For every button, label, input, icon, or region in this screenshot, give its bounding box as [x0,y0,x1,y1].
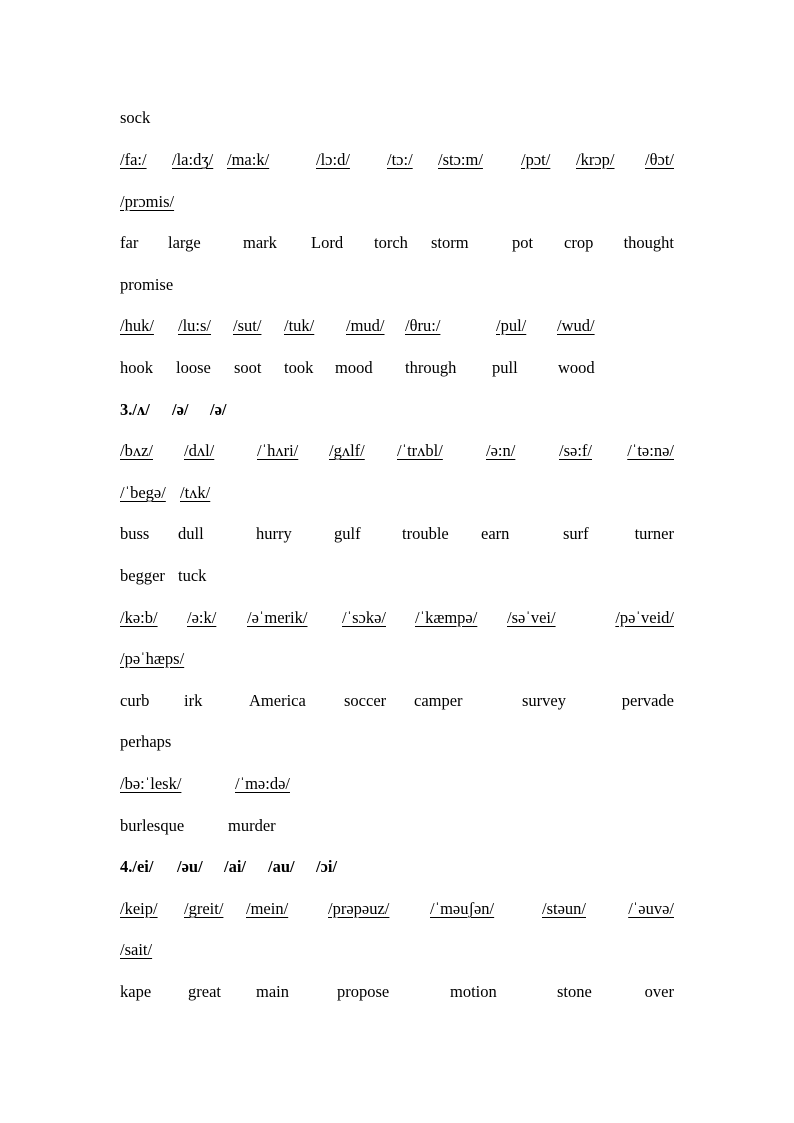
word: propose [337,982,390,1001]
heading-symbol: /ai/ [224,857,247,876]
word: large [168,233,201,252]
phonetic-transcription: /pəˈhæps/ [120,649,185,668]
phonetic-transcription: /pɔt/ [521,150,551,169]
phonetic-transcription: /tɔ:/ [387,150,413,169]
phonetic-transcription: /ˈtə:nə/ [627,441,674,460]
word: wood [558,358,595,377]
word: survey [522,691,566,710]
word: mood [335,358,373,377]
word-line [120,106,674,130]
phonetic-transcription: /keip/ [120,899,158,918]
word: irk [184,691,203,710]
phonetic-transcription: /θɔt/ [645,150,674,169]
word: far [120,233,139,252]
heading-symbol: /ə/ [210,400,227,419]
phonetic-transcription: /wud/ [557,316,595,335]
word: pervade [621,691,674,710]
phonetic-transcription: /krɔp/ [576,150,615,169]
phonetic-transcription: /θru:/ [405,316,441,335]
phonetic-transcription: /ə:k/ [187,608,217,627]
word: sock [120,108,151,127]
word: promise [120,275,174,294]
word: mark [243,233,277,252]
phonetic-transcription: /ˈəuvə/ [628,899,674,918]
word: pull [492,358,518,377]
phonetic-transcription: /bʌz/ [120,441,153,460]
heading-symbol: /au/ [268,857,295,876]
phonetic-transcription: /ə:n/ [486,441,516,460]
heading-symbol: 4./ei/ [120,857,154,876]
phonetic-line [120,439,674,463]
word: motion [450,982,497,1001]
word: soccer [344,691,387,710]
phonetic-line [120,481,674,505]
phonetic-transcription: /bə:ˈlesk/ [120,774,182,793]
section-heading [120,855,674,879]
phonetic-transcription: /pul/ [496,316,527,335]
phonetic-transcription: /əˈmerik/ [247,608,308,627]
word: took [284,358,314,377]
phonetic-transcription: /lu:s/ [178,316,212,335]
word: pot [512,233,534,252]
phonetic-transcription: /la:dʒ/ [172,150,214,169]
phonetic-transcription: /prɔmis/ [120,192,175,211]
word: dull [178,524,204,543]
phonetic-transcription: /ˈmə:də/ [235,774,290,793]
phonetic-transcription: /stəun/ [542,899,586,918]
word: curb [120,691,150,710]
word: storm [431,233,469,252]
heading-symbol: /əu/ [177,857,203,876]
phonetic-transcription: /sə:f/ [559,441,592,460]
section-heading [120,398,674,422]
word: tuck [178,566,207,585]
word: gulf [334,524,361,543]
phonetic-transcription: /ˈsɔkə/ [342,608,386,627]
phonetic-transcription: /mein/ [246,899,289,918]
word-line [120,564,674,588]
heading-symbol: 3./ʌ/ [120,400,150,419]
word-line [120,730,674,754]
word: torch [374,233,408,252]
word: Lord [311,233,344,252]
word: surf [563,524,589,543]
heading-symbol: /ɔi/ [316,857,338,876]
word: main [256,982,289,1001]
phonetic-line [120,606,674,630]
phonetic-line [120,190,674,214]
word-line [120,273,674,297]
phonetic-transcription: /pəˈveid/ [615,608,674,627]
word: through [405,358,457,377]
phonetic-transcription: /prəpəuz/ [328,899,390,918]
phonetic-transcription: /ˈbegə/ [120,483,166,502]
word: loose [176,358,211,377]
word-line [120,814,674,838]
phonetic-line [120,938,674,962]
phonetic-transcription: /dʌl/ [184,441,215,460]
phonetic-line [120,897,674,921]
word: crop [564,233,594,252]
phonetic-transcription: /tʌk/ [180,483,211,502]
word: stone [557,982,592,1001]
phonetic-transcription: /greit/ [184,899,224,918]
word: buss [120,524,150,543]
heading-symbol: /ə/ [172,400,189,419]
word-line [120,231,674,255]
word: over [644,982,674,1001]
word-line [120,522,674,546]
phonetic-transcription: /stɔ:m/ [438,150,483,169]
word: murder [228,816,276,835]
phonetic-transcription: /kə:b/ [120,608,158,627]
phonetic-line [120,314,674,338]
phonetic-transcription: /ma:k/ [227,150,270,169]
phonetic-transcription: /ˈkæmpə/ [415,608,478,627]
phonetic-transcription: /tuk/ [284,316,315,335]
word: turner [634,524,674,543]
word: perhaps [120,732,172,751]
word-line [120,356,674,380]
word-line [120,689,674,713]
phonetic-transcription: /ˈməuʃən/ [430,899,495,918]
phonetic-line [120,772,674,796]
word: America [249,691,306,710]
phonetic-transcription: /mud/ [346,316,385,335]
word: great [188,982,221,1001]
phonetic-line [120,647,674,671]
phonetic-transcription: /səˈvei/ [507,608,556,627]
phonetic-transcription: /fa:/ [120,150,147,169]
phonetic-transcription: /sut/ [233,316,262,335]
word: begger [120,566,165,585]
phonetic-line [120,148,674,172]
word: earn [481,524,510,543]
word-line [120,980,674,1004]
word: burlesque [120,816,185,835]
phonetic-transcription: /sait/ [120,940,153,959]
word: camper [414,691,463,710]
word: kape [120,982,152,1001]
phonetic-transcription: /ˈhʌri/ [257,441,299,460]
phonetic-transcription: /huk/ [120,316,154,335]
word: trouble [402,524,449,543]
word: hurry [256,524,292,543]
phonetic-transcription: /ˈtrʌbl/ [397,441,443,460]
word: soot [234,358,262,377]
word: thought [623,233,674,252]
word: hook [120,358,153,377]
phonetic-transcription: /lɔ:d/ [316,150,350,169]
phonetic-transcription: /gʌlf/ [329,441,365,460]
